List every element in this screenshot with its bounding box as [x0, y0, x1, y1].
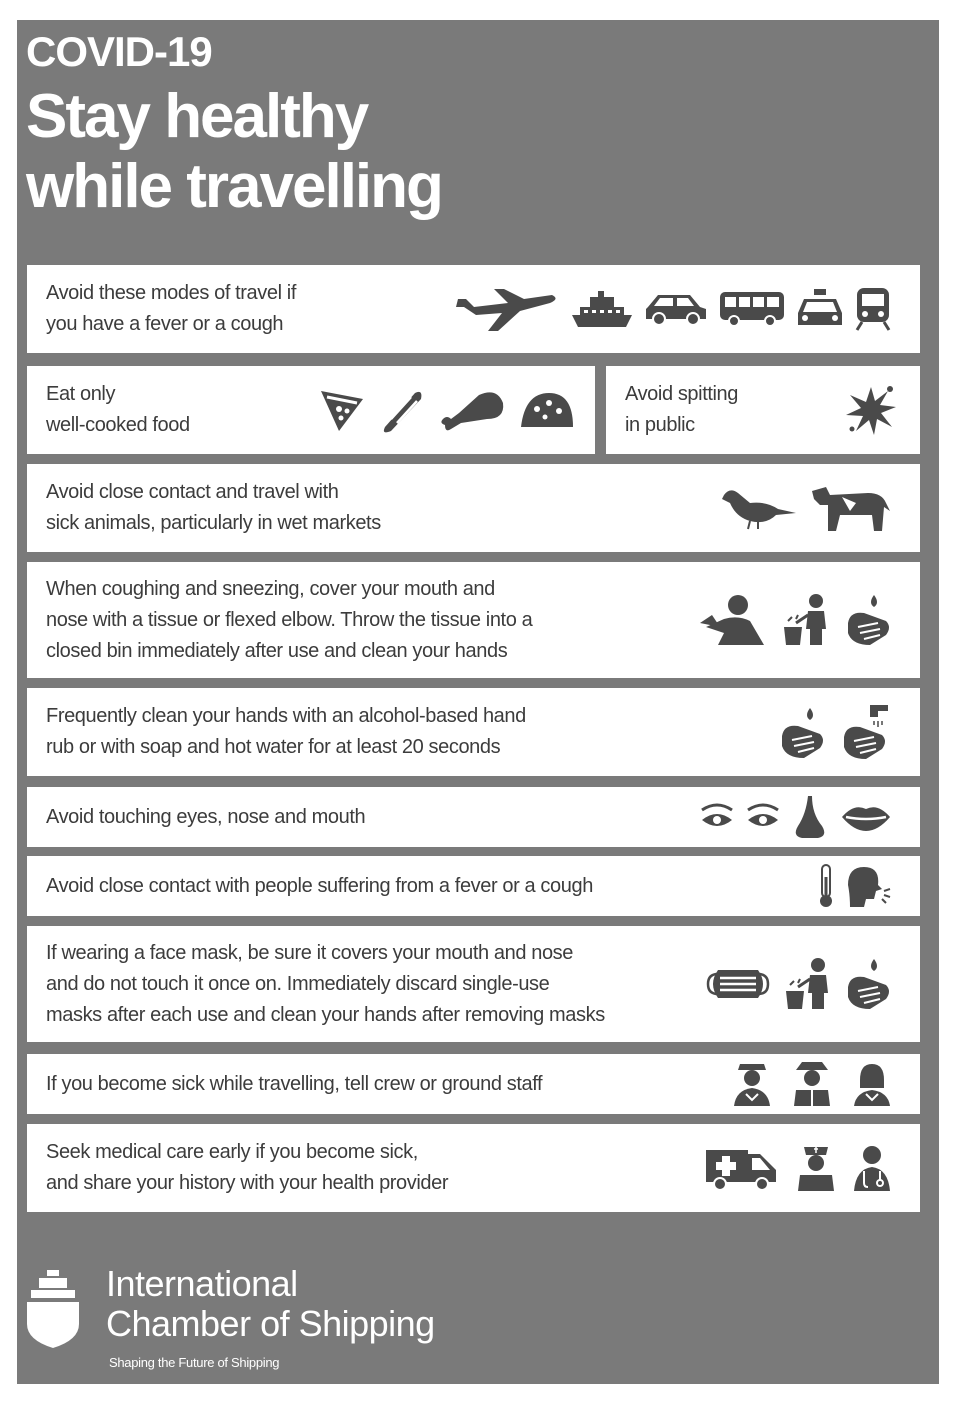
coughing-head-icon [844, 863, 892, 909]
tip-travel [27, 265, 920, 353]
tip-spitting-text: Avoid spitting in public [625, 383, 738, 436]
train-icon [854, 286, 892, 332]
nose-icon [792, 794, 828, 840]
tagline: Shaping the Future of Shipping [109, 1355, 280, 1370]
tip-food-text: Eat only well-cooked food [46, 383, 190, 436]
ship-shield-logo-icon [25, 1268, 81, 1348]
face-mask-icon [706, 964, 770, 1004]
tip-contact [27, 856, 920, 916]
tip-spitting [606, 366, 920, 454]
header [26, 28, 442, 222]
tip-animals-text: Avoid close contact and travel with sick animals, particularly in wet markets [46, 481, 381, 534]
food-icons [319, 366, 575, 454]
splat-icon [844, 383, 898, 437]
lips-icon [840, 801, 892, 833]
chicken-leg-icon [439, 387, 505, 433]
footer [17, 1260, 939, 1384]
taco-icon [519, 389, 575, 431]
touching-icons [700, 787, 892, 847]
tip-food [27, 366, 595, 454]
title-line-1: Stay healthy [26, 82, 368, 151]
tip-touching-text: Avoid touching eyes, nose and mouth [46, 805, 366, 828]
tip-coughing [27, 562, 920, 678]
tip-hands-text: Frequently clean your hands with an alcohol-based hand rub or with soap and hot water for at least 20 seconds [46, 705, 526, 758]
eye-icon [700, 802, 734, 832]
crew-icons [732, 1054, 892, 1114]
tip-mask-text: If wearing a face mask, be sure it covers your mouth and nose and do not touch it once on. Immediately discard single-use masks after each use and clean your hands after removing masks [46, 941, 605, 1026]
tip-travel-text: Avoid these modes of travel if you have a fever or a cough [46, 282, 296, 335]
tip-medical-text: Seek medical care early if you become sick, and share your history with your health provider [46, 1141, 449, 1194]
pizza-icon [319, 387, 365, 433]
person-sneezing-icon [698, 593, 766, 647]
ship-icon [570, 289, 634, 329]
person-bin-icon [780, 593, 830, 647]
car-icon [644, 291, 708, 327]
hand-wash-icon [844, 593, 892, 647]
spitting-icons [844, 366, 898, 454]
hand-tap-icon [840, 703, 892, 761]
sausage-icon [379, 387, 425, 433]
tip-animals [27, 464, 920, 552]
ambulance-icon [704, 1144, 780, 1192]
hands-icons [778, 688, 892, 776]
tip-sick-text: If you become sick while travelling, tell crew or ground staff [46, 1072, 543, 1095]
tip-coughing-text: When coughing and sneezing, cover your mouth and nose with a tissue or flexed elbow. Throw the tissue into a closed bin immediately after use and clean your hands [46, 577, 533, 662]
medical-icons [704, 1124, 892, 1212]
coughing-icons [698, 562, 892, 678]
bus-icon [718, 290, 786, 328]
travel-icons [454, 265, 892, 353]
tip-mask [27, 926, 920, 1042]
org-name-line-1: International [106, 1263, 298, 1304]
mask-icons [706, 926, 892, 1042]
tip-touching [27, 787, 920, 847]
ground-staff-icon [852, 1060, 892, 1108]
tip-sick [27, 1054, 920, 1114]
officer-icon [792, 1060, 832, 1108]
captain-icon [732, 1060, 772, 1108]
contact-icons [816, 856, 892, 916]
org-name-line-2: Chamber of Shipping [106, 1303, 435, 1344]
nurse-icon [796, 1143, 836, 1193]
org-name [106, 1264, 435, 1344]
bird-icon [720, 485, 796, 531]
hand-sanitizer-icon [778, 704, 826, 760]
tip-contact-text: Avoid close contact with people suffering from a fever or a cough [46, 874, 593, 897]
taxi-icon [796, 287, 844, 331]
covid-kicker: COVID-19 [26, 28, 212, 75]
animal-icons [720, 464, 892, 552]
person-bin-icon [782, 957, 832, 1011]
title-line-2: while travelling [26, 152, 442, 221]
thermometer-icon [816, 863, 836, 909]
eye-icon [746, 802, 780, 832]
hand-wash-icon [844, 957, 892, 1011]
tip-hands [27, 688, 920, 776]
poster [17, 20, 939, 1384]
cow-icon [810, 483, 892, 533]
tip-medical [27, 1124, 920, 1212]
doctor-icon [852, 1143, 892, 1193]
airplane-icon [454, 285, 560, 333]
